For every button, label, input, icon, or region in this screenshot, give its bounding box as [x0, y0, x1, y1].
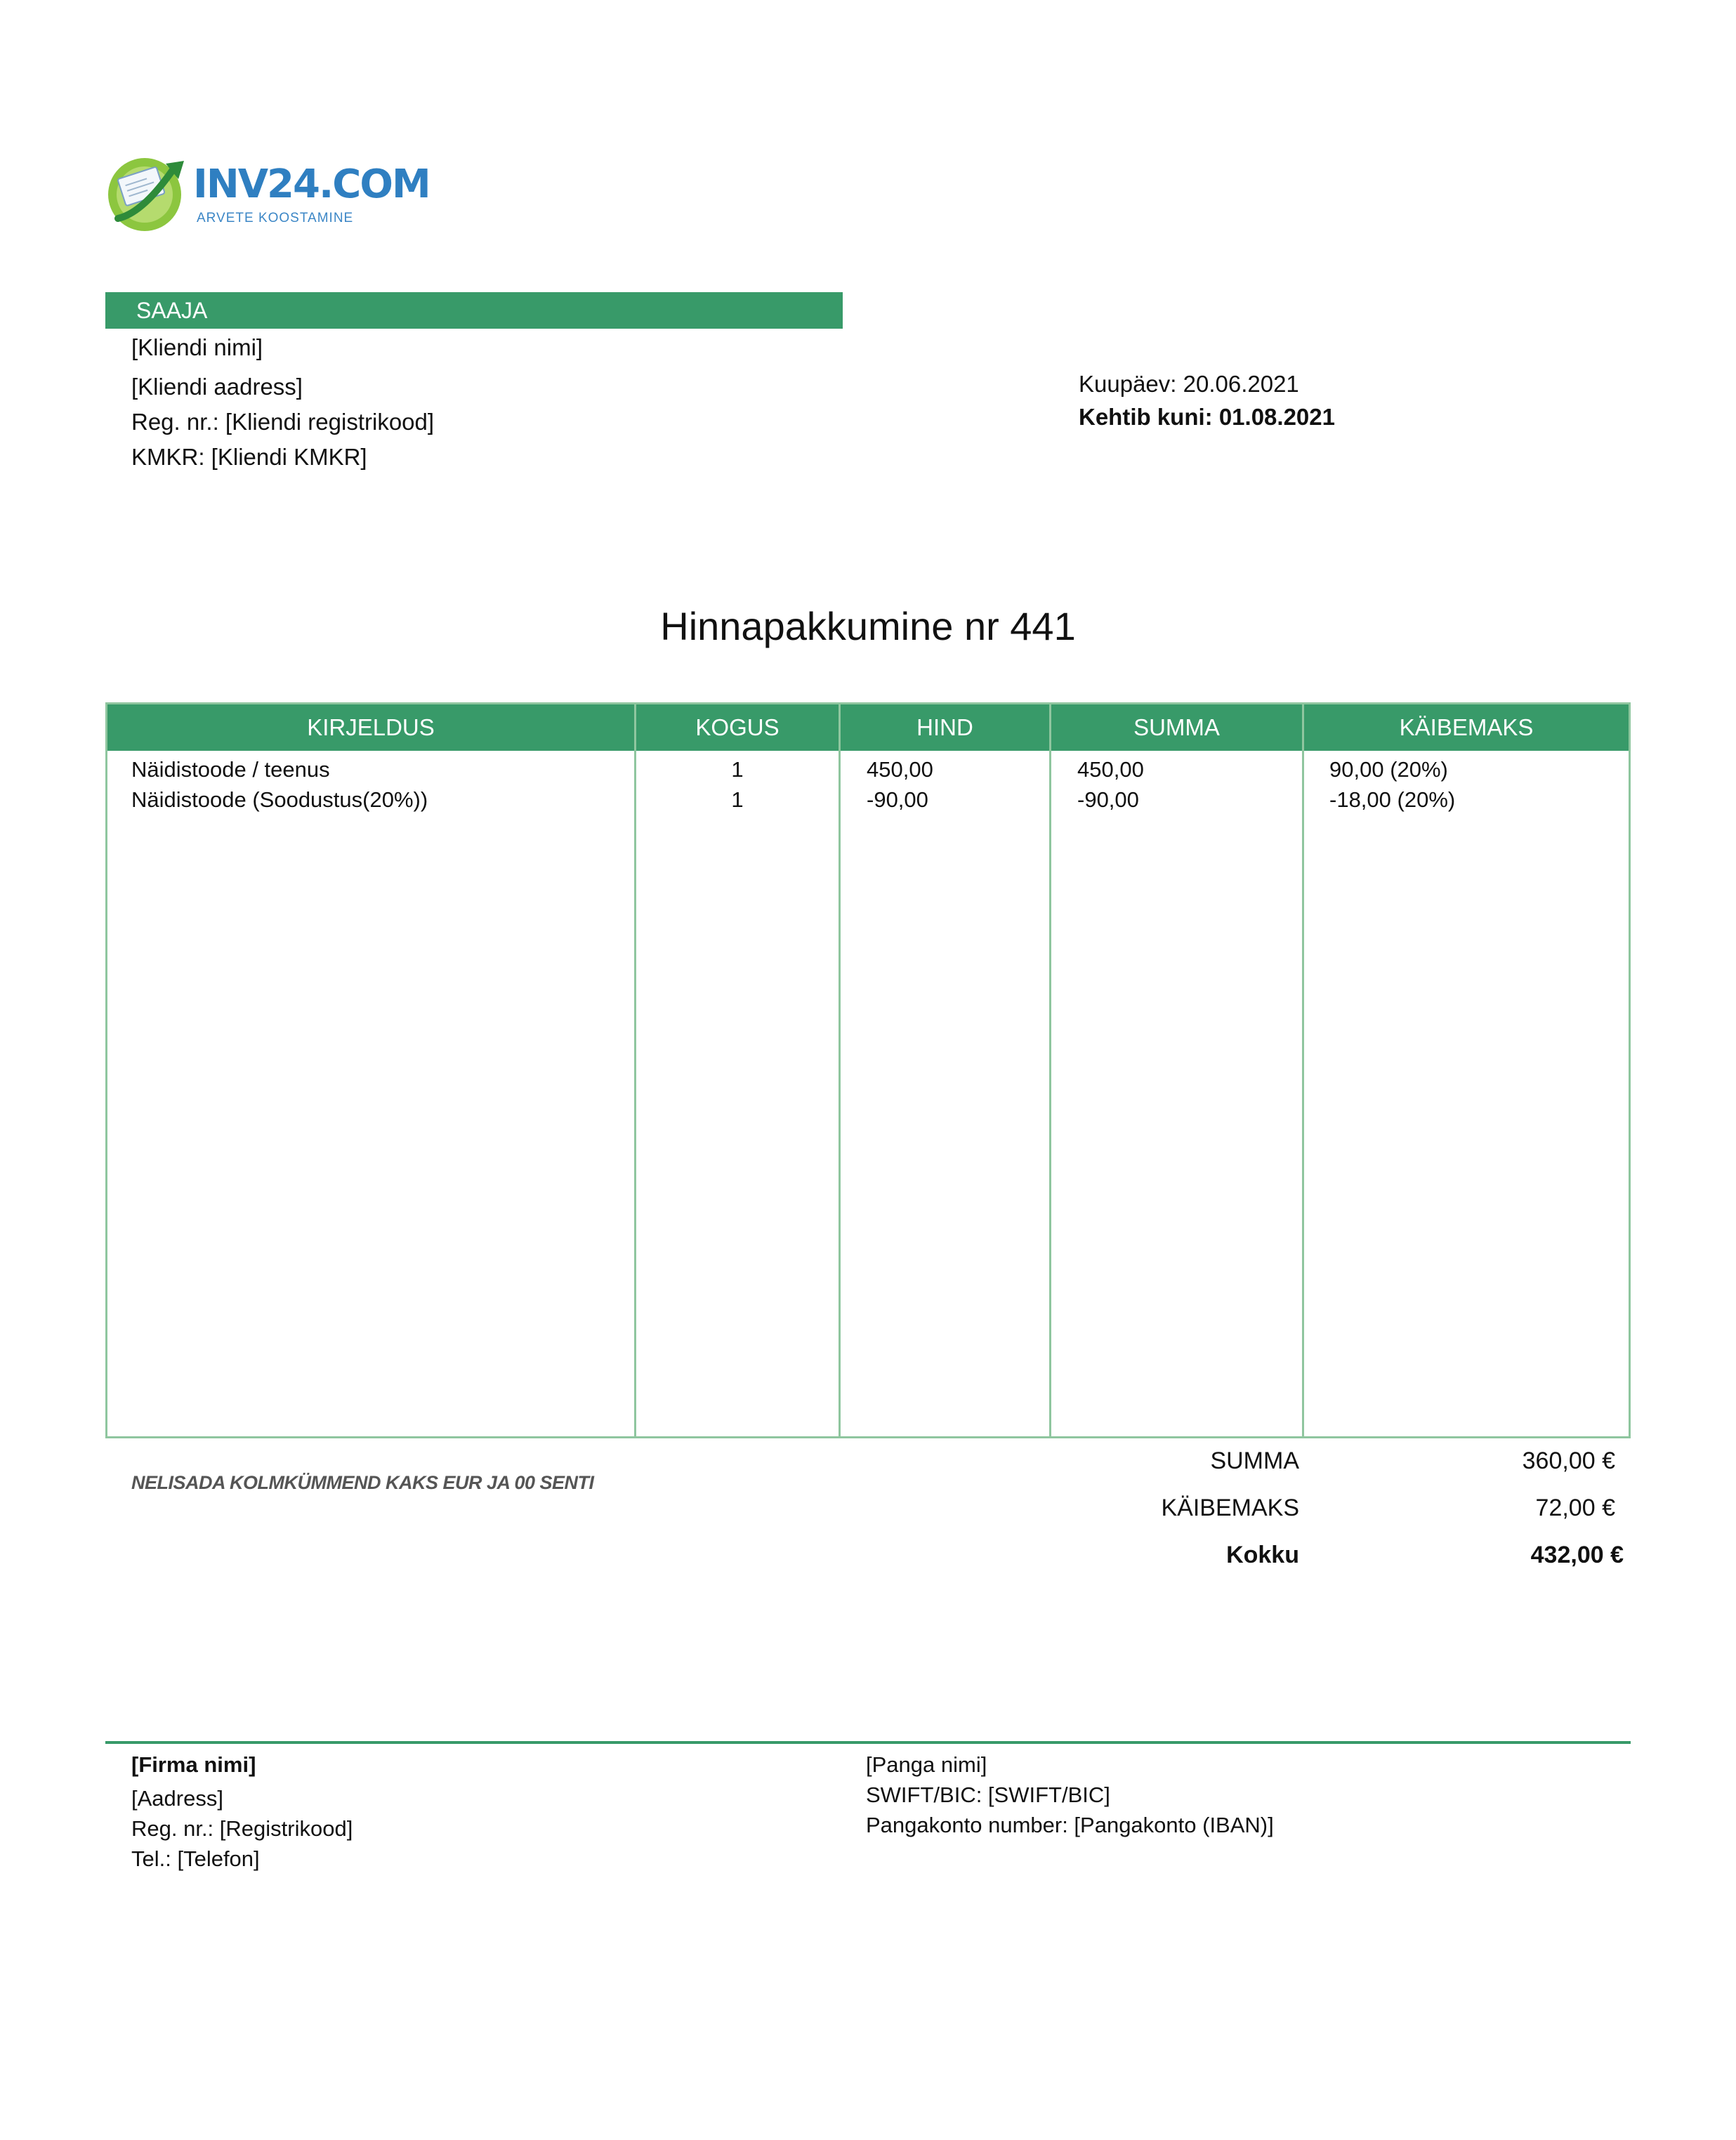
column-divider [634, 704, 636, 1436]
bank-account: Pangakonto number: [Pangakonto (IBAN)] [866, 1813, 1274, 1837]
row-vat: 90,00 (20%) [1329, 757, 1448, 782]
column-header-quantity: KOGUS [695, 714, 780, 740]
company-logo [105, 151, 430, 235]
subtotal-value: 360,00 € [1522, 1448, 1615, 1474]
recipient-header: SAAJA [136, 298, 208, 323]
items-table [105, 702, 1631, 1438]
row-quantity: 1 [731, 757, 744, 782]
vat-total-value: 72,00 € [1535, 1495, 1615, 1521]
row-vat: -18,00 (20%) [1329, 787, 1456, 812]
bank-swift: SWIFT/BIC: [SWIFT/BIC] [866, 1783, 1110, 1807]
row-description: Näidistoode (Soodustus(20%)) [131, 787, 428, 812]
column-divider [839, 704, 841, 1436]
logo-mark-icon [105, 151, 190, 235]
client-kmkr: KMKR: [Kliendi KMKR] [131, 444, 367, 470]
column-header-sum: SUMMA [1133, 714, 1220, 740]
recipient-header-bar [105, 292, 843, 329]
bank-name: [Panga nimi] [866, 1752, 987, 1777]
vat-total-label: KÄIBEMAKS [1161, 1495, 1299, 1521]
logo-tagline: ARVETE KOOSTAMINE [197, 211, 354, 225]
row-quantity: 1 [731, 787, 744, 812]
grand-total-label: Kokku [1226, 1542, 1299, 1568]
logo-wordmark: INV24.COM [193, 162, 430, 207]
client-reg-nr: Reg. nr.: [Kliendi registrikood] [131, 409, 435, 435]
company-address: [Aadress] [131, 1786, 223, 1811]
footer-divider [105, 1741, 1631, 1744]
column-header-description: KIRJELDUS [307, 714, 435, 740]
company-name: [Firma nimi] [131, 1752, 256, 1777]
column-divider [1049, 704, 1051, 1436]
company-reg-nr: Reg. nr.: [Registrikood] [131, 1816, 353, 1841]
column-header-vat: KÄIBEMAKS [1399, 714, 1534, 740]
table-header [107, 704, 1629, 751]
subtotal-label: SUMMA [1210, 1448, 1299, 1474]
column-divider [1302, 704, 1304, 1436]
grand-total-value: 432,00 € [1530, 1542, 1624, 1568]
row-description: Näidistoode / teenus [131, 757, 330, 782]
client-name: [Kliendi nimi] [131, 334, 263, 360]
page-title: Hinnapakkumine nr 441 [660, 604, 1076, 648]
column-header-price: HIND [916, 714, 973, 740]
row-price: -90,00 [867, 787, 928, 812]
row-sum: 450,00 [1077, 757, 1144, 782]
amount-in-words: NELISADA KOLMKÜMMEND KAKS EUR JA 00 SENTI [131, 1472, 594, 1493]
quote-date: Kuupäev: 20.06.2021 [1079, 371, 1299, 397]
valid-until-date: Kehtib kuni: 01.08.2021 [1079, 404, 1335, 430]
company-phone: Tel.: [Telefon] [131, 1846, 260, 1871]
row-price: 450,00 [867, 757, 933, 782]
client-address: [Kliendi aadress] [131, 374, 303, 400]
row-sum: -90,00 [1077, 787, 1139, 812]
